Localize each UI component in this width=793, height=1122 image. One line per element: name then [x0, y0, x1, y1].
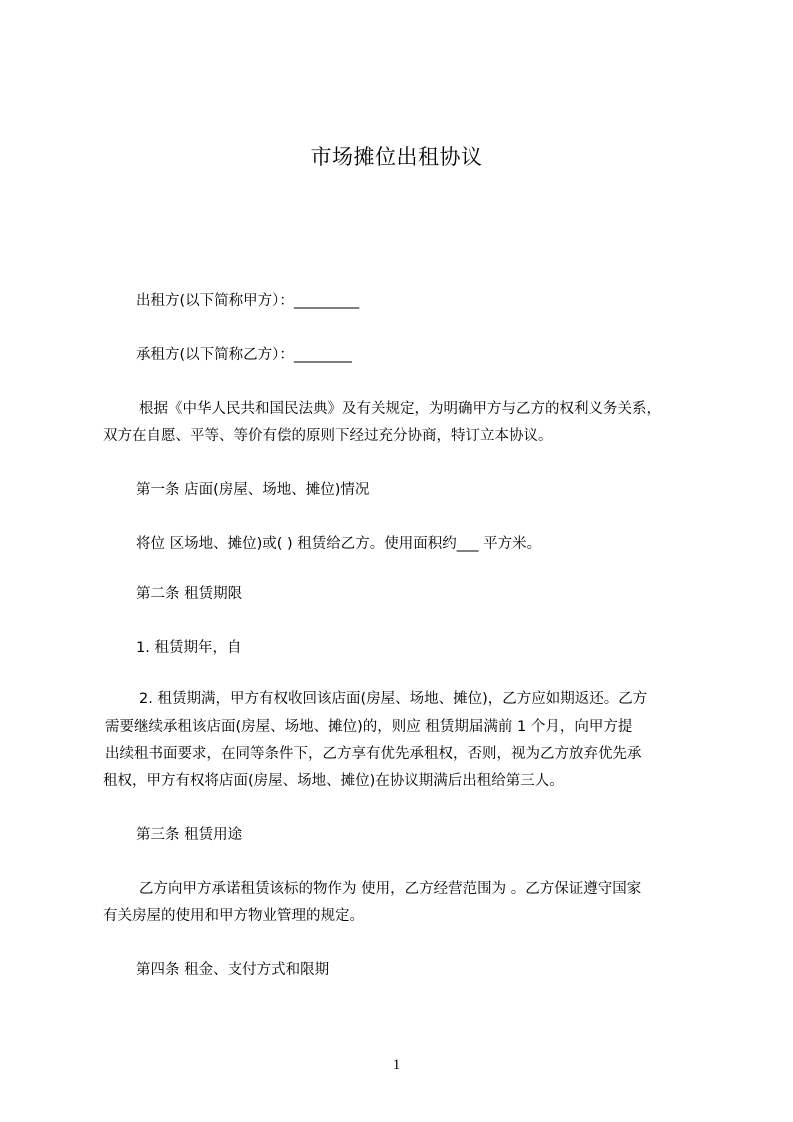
article3-body-line-2: 有关房屋的使用和甲方物业管理的规定。: [103, 908, 364, 924]
lessee-line: 承租方(以下简称乙方）：________: [136, 347, 352, 363]
intro-line-1: 根据《中华人民共和国民法典》及有关规定，为明确甲方与乙方的权利义务关系，: [139, 401, 661, 417]
page-number: 1: [392, 1057, 401, 1073]
document-title: 市场摊位出租协议: [310, 145, 483, 169]
article2-item2-line-3: 出续租书面要求，在同等条件下，乙方享有优先承租权，否则，视为乙方放弃优先承: [105, 746, 642, 762]
article2-item2-line-4: 租权，甲方有权将店面(房屋、场地、摊位)在协议期满后出租给第三人。: [103, 773, 564, 789]
article2-item2-line-2: 需要继续承租该店面(房屋、场地、摊位)的，则应 租赁期届满前 1 个月，向甲方提: [105, 719, 633, 735]
article1-body: 将位 区场地、摊位)或( ) 租赁给乙方。使用面积约___ 平方米。: [136, 536, 542, 552]
article3-body-line-1: 乙方向甲方承诺租赁该标的物作为 使用，乙方经营范围为 。乙方保证遵守国家: [139, 881, 642, 897]
article2-heading: 第二条 租赁期限: [136, 586, 243, 602]
article4-heading: 第四条 租金、支付方式和限期: [136, 962, 330, 978]
lessor-line: 出租方(以下简称甲方）：_________: [136, 293, 360, 309]
article3-heading: 第三条 租赁用途: [136, 827, 243, 843]
intro-line-2: 双方在自愿、平等、等价有偿的原则下经过充分协商，特订立本协议。: [103, 428, 553, 444]
article2-item1: 1. 租赁期年，自: [136, 640, 242, 656]
article1-heading: 第一条 店面(房屋、场地、摊位)情况: [136, 482, 370, 498]
article2-item2-line-1: 2. 租赁期满，甲方有权收回该店面(房屋、场地、摊位)，乙方应如期返还。乙方: [139, 691, 648, 707]
